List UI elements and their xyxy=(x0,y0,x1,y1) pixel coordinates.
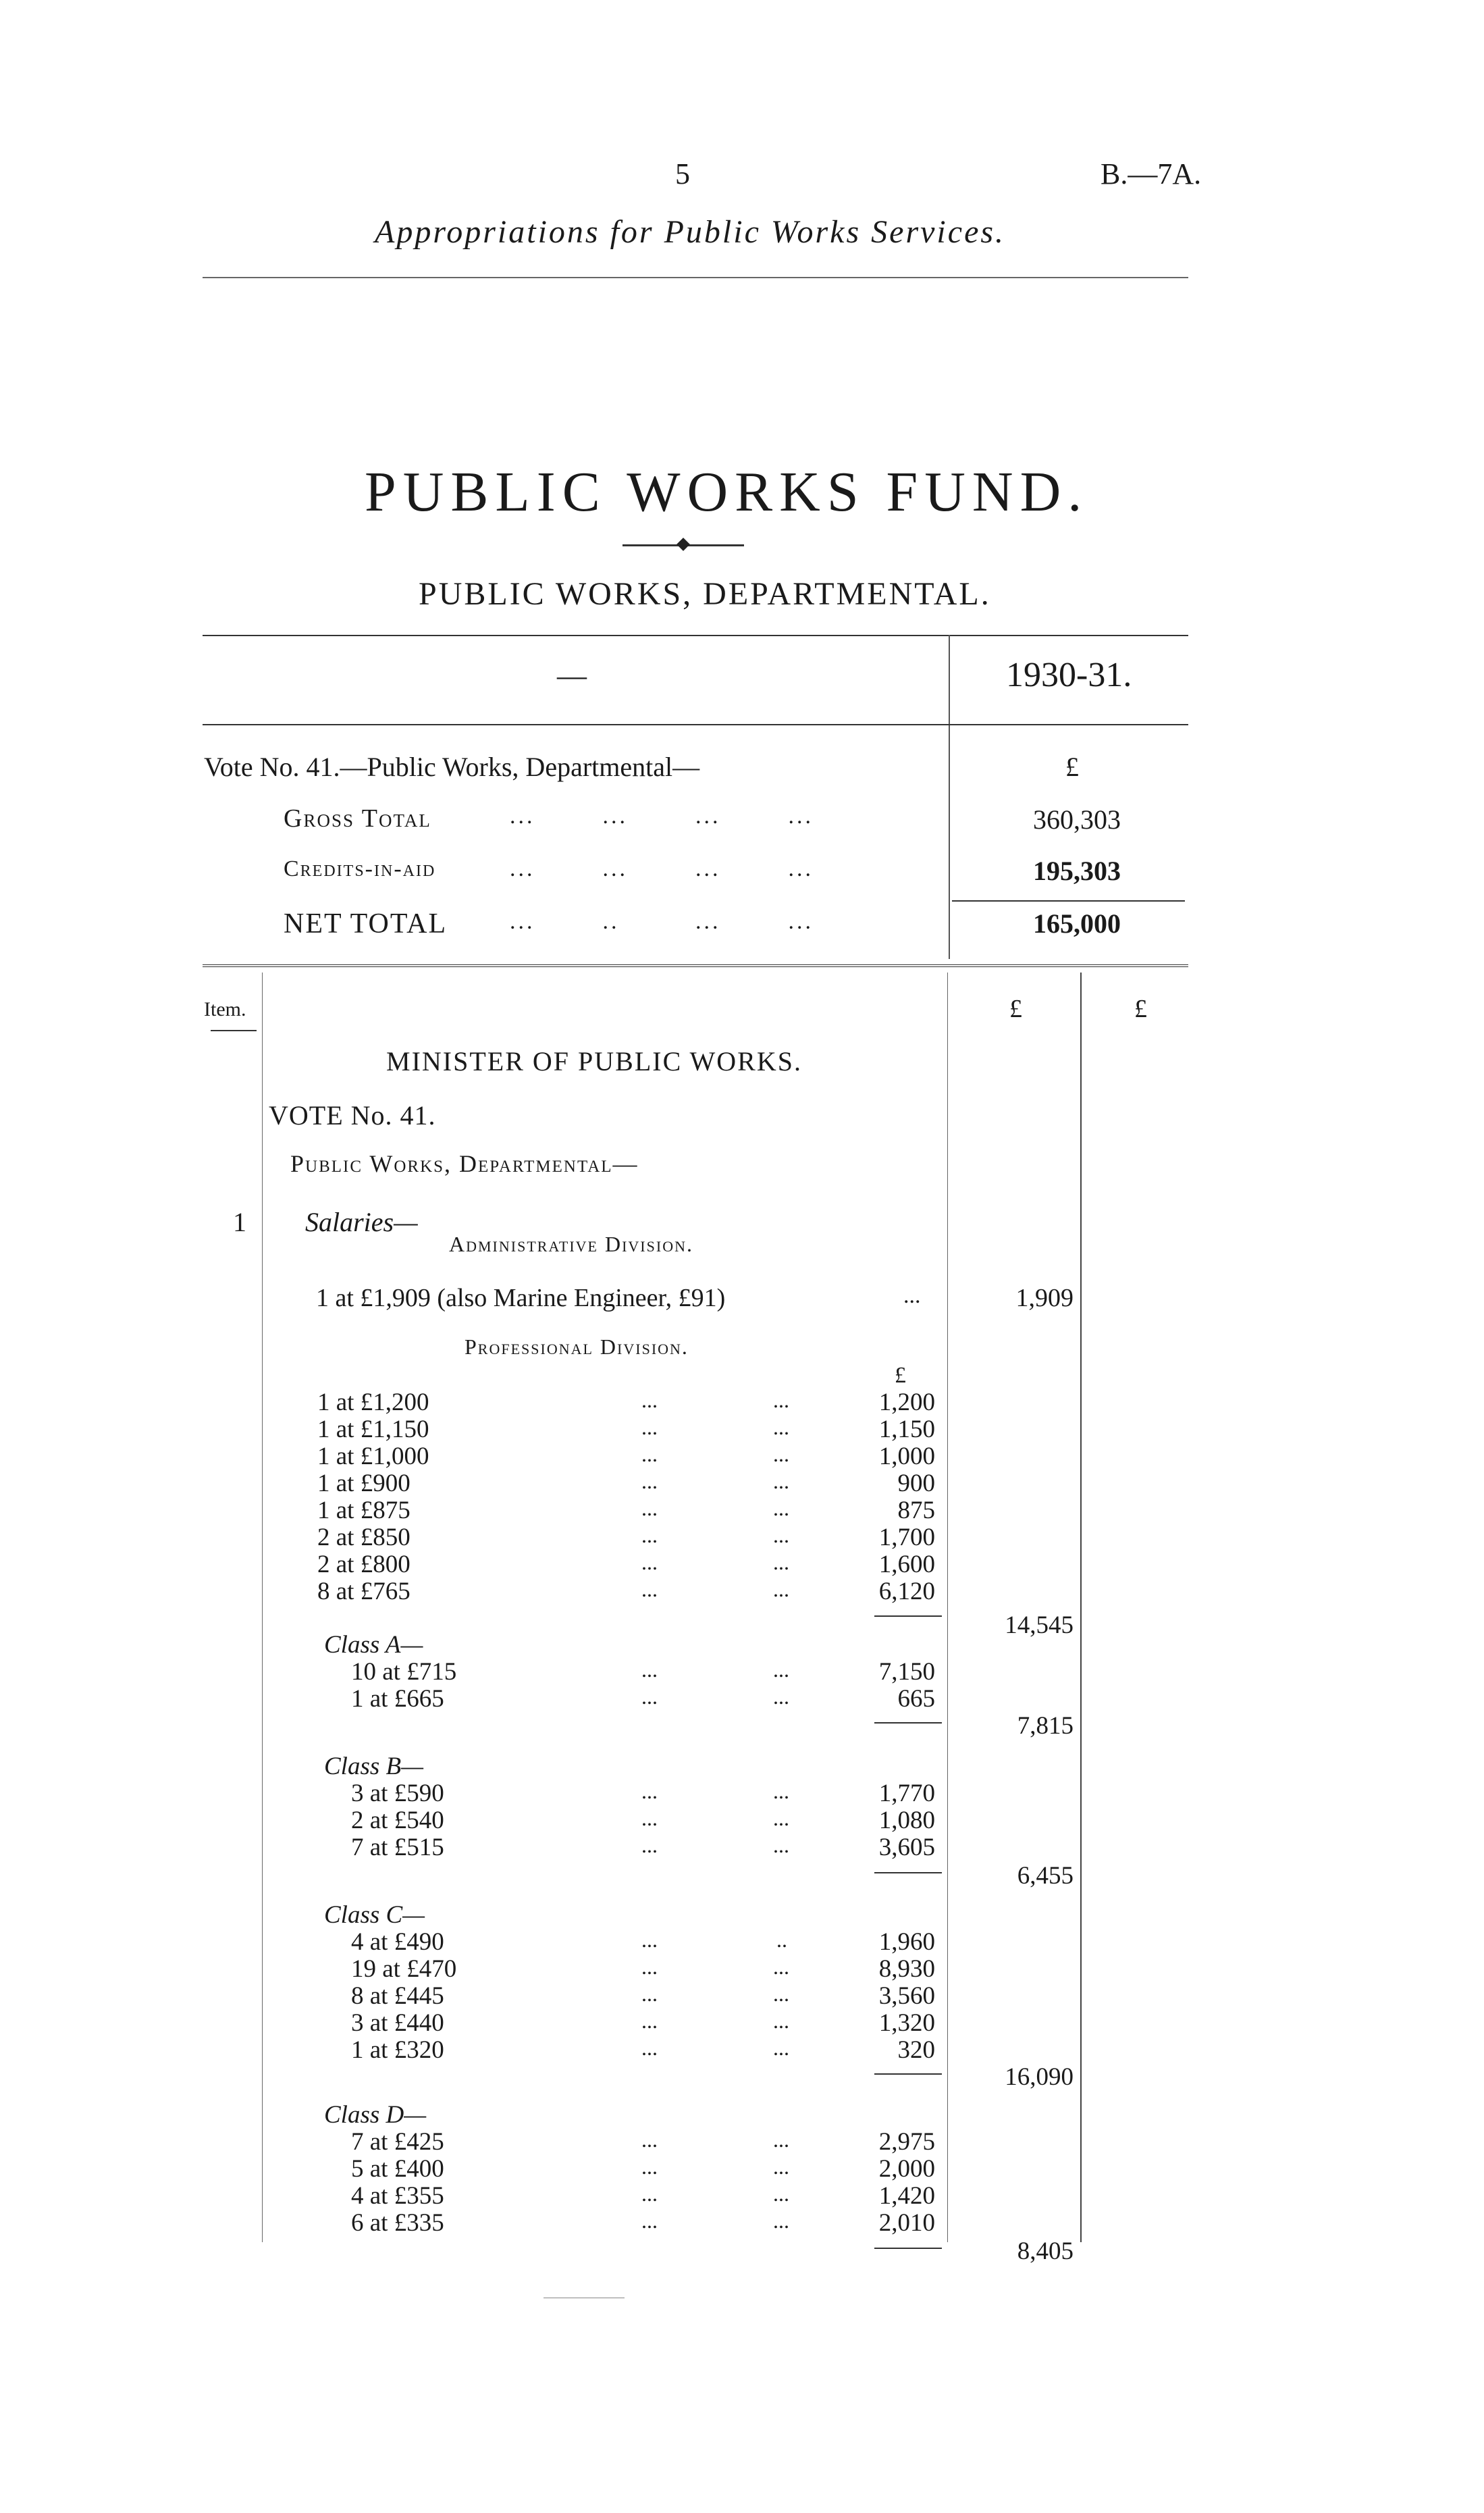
row-dots: ... xyxy=(641,1806,658,1830)
subtotal-column-divider xyxy=(1080,973,1082,2242)
row-amount: 2,000 xyxy=(878,2155,935,2183)
professional-total: 14,545 xyxy=(1005,1611,1074,1639)
row-amount: 320 xyxy=(897,2036,935,2064)
row-dots: ... xyxy=(773,1388,789,1412)
net-total-dots: ... .. ... ... xyxy=(510,909,814,934)
row-text: 1 at £320 xyxy=(351,2036,444,2064)
row-dots: ... xyxy=(641,1779,658,1803)
vote-label: Vote No. 41.—Public Works, Departmental— xyxy=(204,752,700,782)
year-column-head: 1930-31. xyxy=(1006,656,1132,694)
admin-line-text: 1 at £1,909 (also Marine Engineer, £91) xyxy=(316,1284,726,1312)
row-text: 5 at £400 xyxy=(351,2155,444,2183)
row-amount: 1,700 xyxy=(878,1524,935,1551)
class-d-total: 8,405 xyxy=(1017,2237,1074,2265)
item-column-divider xyxy=(262,973,263,2242)
row-amount: 1,200 xyxy=(878,1389,935,1416)
net-total-value: 165,000 xyxy=(1033,908,1121,939)
row-dots: ... xyxy=(773,1550,789,1574)
row-amount: 1,960 xyxy=(878,1928,935,1956)
admin-line-dots: ... xyxy=(903,1283,921,1308)
row-dots: ... xyxy=(641,1523,658,1547)
row-dots: ... xyxy=(773,2036,789,2060)
item-column-head: Item. xyxy=(204,998,246,1020)
page-subtitle: PUBLIC WORKS, DEPARTMENTAL. xyxy=(419,576,991,612)
professional-division-heading: Professional Division. xyxy=(465,1335,689,1359)
professional-subtotal-rule xyxy=(874,1615,942,1617)
subtotal-currency-head: £ xyxy=(1134,995,1147,1023)
row-dots: ... xyxy=(641,2127,658,2152)
row-text: 1 at £1,000 xyxy=(317,1443,429,1470)
row-text: 2 at £850 xyxy=(317,1524,410,1551)
row-text: 1 at £1,200 xyxy=(317,1389,429,1416)
row-dots: ... xyxy=(773,2154,789,2179)
row-dots: ... xyxy=(641,1550,658,1574)
row-dots: ... xyxy=(773,1954,789,1979)
amount-column-divider xyxy=(947,973,948,2242)
row-amount: 1,320 xyxy=(878,2009,935,2037)
row-dots: ... xyxy=(641,1442,658,1466)
row-amount: 8,930 xyxy=(878,1955,935,1983)
row-text: 1 at £900 xyxy=(317,1470,410,1497)
row-dots: ... xyxy=(773,2009,789,2033)
class-c-subtotal-rule xyxy=(874,2073,942,2075)
row-dots: ... xyxy=(773,1415,789,1439)
page-title: PUBLIC WORKS FUND. xyxy=(365,461,1089,523)
row-dots: ... xyxy=(773,1442,789,1466)
row-dots: ... xyxy=(641,1954,658,1979)
row-amount: 875 xyxy=(897,1497,935,1524)
row-dots: ... xyxy=(773,1981,789,2006)
net-total-label: NET TOTAL xyxy=(284,908,448,939)
admin-line-total: 1,909 xyxy=(1015,1284,1074,1312)
running-title: Appropriations for Public Works Services. xyxy=(375,214,1006,250)
class-c-label: Class C— xyxy=(324,1901,425,1929)
salaries-heading: Salaries— xyxy=(305,1207,418,1237)
row-text: 10 at £715 xyxy=(351,1658,457,1686)
row-dots: ... xyxy=(773,1577,789,1601)
class-d-subtotal-rule xyxy=(874,2248,942,2249)
class-a-total: 7,815 xyxy=(1017,1712,1074,1740)
row-text: 8 at £765 xyxy=(317,1578,410,1605)
row-amount: 1,770 xyxy=(878,1780,935,1807)
administrative-division-heading: Administrative Division. xyxy=(449,1232,693,1256)
class-d-label: Class D— xyxy=(324,2101,427,2129)
row-text: 7 at £515 xyxy=(351,1834,444,1861)
class-b-label: Class B— xyxy=(324,1753,424,1780)
row-amount: 665 xyxy=(897,1685,935,1713)
row-dots: ... xyxy=(641,1469,658,1493)
gross-total-label: Gross Total xyxy=(284,804,431,833)
row-amount: 3,605 xyxy=(878,1834,935,1861)
row-dots: ... xyxy=(641,2154,658,2179)
summary-head-rule xyxy=(203,724,1188,725)
vote-heading: VOTE No. 41. xyxy=(269,1100,436,1131)
row-dots: ... xyxy=(773,1523,789,1547)
page-number: 5 xyxy=(675,157,690,190)
ornament-diamond xyxy=(677,538,690,551)
row-dots: ... xyxy=(641,2036,658,2060)
credits-in-aid-value: 195,303 xyxy=(1033,856,1121,886)
class-b-total: 6,455 xyxy=(1017,1862,1074,1890)
row-text: 1 at £875 xyxy=(317,1497,410,1524)
header-rule xyxy=(203,277,1188,278)
row-dots: ... xyxy=(773,1833,789,1857)
row-amount: 3,560 xyxy=(878,1982,935,2010)
summary-bottom-rule xyxy=(203,964,1188,967)
credits-in-aid-label: Credits-in-aid xyxy=(284,856,436,881)
summary-currency: £ xyxy=(1065,752,1079,782)
row-dots: ... xyxy=(641,1577,658,1601)
row-dots: ... xyxy=(773,2208,789,2233)
row-amount: 6,120 xyxy=(878,1578,935,1605)
class-b-subtotal-rule xyxy=(874,1872,942,1873)
row-dots: ... xyxy=(641,1981,658,2006)
row-text: 4 at £355 xyxy=(351,2182,444,2210)
class-a-subtotal-rule xyxy=(874,1722,942,1724)
summary-blank-head: — xyxy=(557,659,587,692)
row-dots: ... xyxy=(641,1927,658,1952)
amount-currency-head: £ xyxy=(1009,995,1022,1023)
row-amount: 2,975 xyxy=(878,2128,935,2156)
document-ref: B.—7A. xyxy=(1101,157,1202,190)
row-text: 4 at £490 xyxy=(351,1928,444,1956)
row-amount: 1,000 xyxy=(878,1443,935,1470)
department-heading: Public Works, Departmental— xyxy=(290,1150,639,1177)
class-a-label: Class A— xyxy=(324,1631,423,1659)
row-dots: ... xyxy=(641,1657,658,1682)
item-number: 1 xyxy=(233,1207,246,1237)
row-amount: 1,420 xyxy=(878,2182,935,2210)
row-dots: ... xyxy=(641,2009,658,2033)
net-total-rule xyxy=(952,900,1185,902)
row-dots: ... xyxy=(773,1684,789,1709)
row-text: 6 at £335 xyxy=(351,2209,444,2237)
row-amount: 1,150 xyxy=(878,1416,935,1443)
row-dots: ... xyxy=(773,1469,789,1493)
item-head-rule xyxy=(211,1030,257,1031)
row-dots: ... xyxy=(773,1779,789,1803)
row-text: 3 at £590 xyxy=(351,1780,444,1807)
row-dots: ... xyxy=(641,1415,658,1439)
row-dots: ... xyxy=(773,1806,789,1830)
row-text: 2 at £800 xyxy=(317,1551,410,1578)
row-dots: ... xyxy=(641,2181,658,2206)
row-text: 1 at £1,150 xyxy=(317,1416,429,1443)
summary-divider xyxy=(949,635,950,959)
row-dots: ... xyxy=(641,1496,658,1520)
professional-currency: £ xyxy=(895,1363,906,1388)
row-amount: 7,150 xyxy=(878,1658,935,1686)
row-dots: ... xyxy=(641,1833,658,1857)
row-dots: ... xyxy=(641,1684,658,1709)
row-dots: .. xyxy=(776,1927,787,1952)
class-c-total: 16,090 xyxy=(1005,2063,1074,2091)
gross-total-dots: ... ... ... ... xyxy=(510,804,814,829)
summary-top-rule xyxy=(203,635,1188,636)
row-text: 1 at £665 xyxy=(351,1685,444,1713)
row-amount: 1,600 xyxy=(878,1551,935,1578)
row-text: 8 at £445 xyxy=(351,1982,444,2010)
row-amount: 1,080 xyxy=(878,1807,935,1834)
row-dots: ... xyxy=(641,1388,658,1412)
row-dots: ... xyxy=(641,2208,658,2233)
row-dots: ... xyxy=(773,1496,789,1520)
row-amount: 2,010 xyxy=(878,2209,935,2237)
gross-total-value: 360,303 xyxy=(1033,804,1121,835)
credits-in-aid-dots: ... ... ... ... xyxy=(510,856,814,881)
row-text: 2 at £540 xyxy=(351,1807,444,1834)
row-text: 7 at £425 xyxy=(351,2128,444,2156)
minister-heading: MINISTER OF PUBLIC WORKS. xyxy=(386,1046,802,1077)
row-dots: ... xyxy=(773,2181,789,2206)
row-dots: ... xyxy=(773,1657,789,1682)
row-dots: ... xyxy=(773,2127,789,2152)
row-text: 19 at £470 xyxy=(351,1955,457,1983)
row-amount: 900 xyxy=(897,1470,935,1497)
row-text: 3 at £440 xyxy=(351,2009,444,2037)
